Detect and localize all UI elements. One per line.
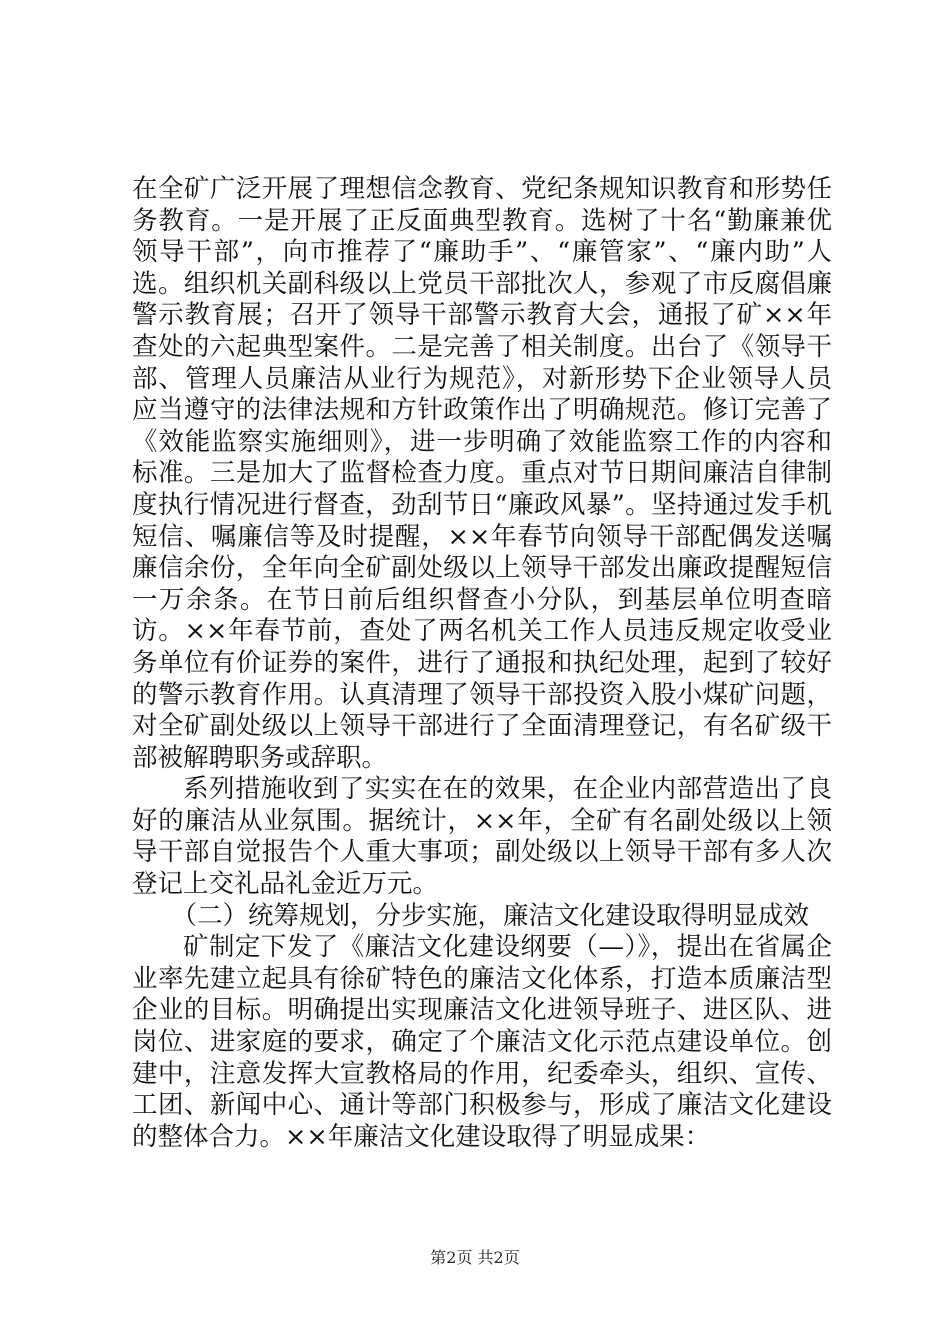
paragraph-results: 系列措施收到了实实在在的效果，在企业内部营造出了良好的廉洁从业氛围。据统计，××年，全矿有名副处级以上领导干部自觉报告个人重大事项；副处级以上领导干部有多人次登记上交礼品礼金近万元。 bbox=[132, 774, 832, 900]
document-body bbox=[132, 174, 832, 1153]
paragraph-education-measures: 在全矿广泛开展了理想信念教育、党纪条规知识教育和形势任务教育。一是开展了正反面典型教育。选树了十名“勤廉兼优领导干部”，向市推荐了“廉助手”、“廉管家”、“廉内助”人选。组织机关副科级以上党员干部批次人，参观了市反腐倡廉警示教育展；召开了领导干部警示教育大会，通报了矿××年查处的六起典型案件。二是完善了相关制度。出台了《领导干部、管理人员廉洁从业行为规范》，对新形势下企业领导人员应当遵守的法律法规和方针政策作出了明确规范。修订完善了《效能监察实施细则》，进一步明确了效能监察工作的内容和标准。三是加大了监督检查力度。重点对节日期间廉洁自律制度执行情况进行督查，劲刮节日“廉政风暴”。坚持通过发手机短信、嘱廉信等及时提醒，××年春节向领导干部配偶发送嘱廉信余份，全年向全矿副处级以上领导干部发出廉政提醒短信一万余条。在节日前后组织督查小分队，到基层单位明查暗访。××年春节前，查处了两名机关工作人员违反规定收受业务单位有价证券的案件，进行了通报和执纪处理，起到了较好的警示教育作用。认真清理了领导干部投资入股小煤矿问题，对全矿副处级以上领导干部进行了全面清理登记，有名矿级干部被解聘职务或辞职。 bbox=[132, 174, 832, 773]
section-heading-culture: （二）统筹规划，分步实施，廉洁文化建设取得明显成效 bbox=[171, 900, 810, 931]
page-footer: 第2页 共2页 bbox=[430, 1248, 520, 1267]
paragraph-culture-construction: 矿制定下发了《廉洁文化建设纲要（—）》，提出在省属企业率先建立起具有徐矿特色的廉洁文化体系，打造本质廉洁型企业的目标。明确提出实现廉洁文化进领导班子、进区队、进岗位、进家庭的要求，确定了个廉洁文化示范点建设单位。创建中，注意发挥大宣教格局的作用，纪委牵头，组织、宣传、工团、新闻中心、通计等部门积极参与，形成了廉洁文化建设的整体合力。××年廉洁文化建设取得了明显成果： bbox=[132, 932, 832, 1152]
